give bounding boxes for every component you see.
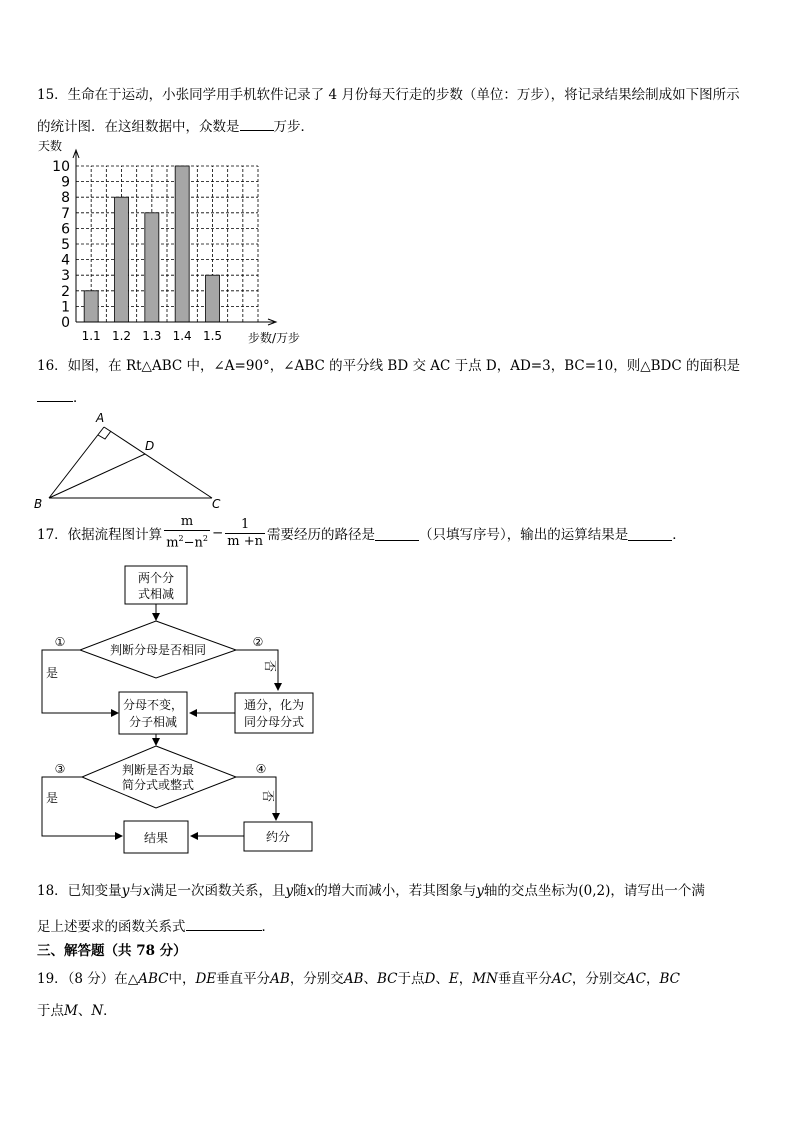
x-tick-label: 1.4	[172, 329, 192, 343]
q15-line2	[37, 115, 314, 135]
q18-d: 随	[293, 883, 307, 899]
decision1-text: 判断分母是否相同	[109, 643, 207, 657]
answer-blank-path[interactable]	[375, 526, 419, 541]
tri-abc: △ABC	[127, 971, 169, 987]
x-tick-label: 1.5	[202, 329, 223, 343]
x-tick-label: 1.3	[142, 329, 162, 343]
frac1-den-n: −n	[183, 535, 203, 551]
bar-1.5	[206, 275, 220, 322]
var-x: x	[142, 883, 151, 899]
frac1-num: m	[180, 514, 194, 530]
var-y-2: y	[285, 883, 294, 899]
x-tick-label: 1.1	[81, 329, 101, 343]
yes-2: 是	[45, 791, 59, 805]
q15-line1: 15．生命在于运动，小张同学用手机软件记录了 4 月份每天行走的步数（单位：万步），将记录结果绘制成如下图所示	[37, 87, 740, 103]
answer-blank[interactable]	[37, 387, 73, 402]
y-tick-label: 4	[61, 252, 70, 269]
q19-sep3: ，	[646, 971, 660, 987]
q18-e: 的增大而减小，若其图象与	[314, 883, 477, 899]
q19-end: ．	[103, 1003, 117, 1019]
q19-g: 垂直平分	[497, 971, 552, 987]
seg-mn: MN	[472, 971, 498, 987]
bar-1.1	[84, 291, 98, 322]
q18-a: 18．已知变量	[37, 883, 122, 899]
pt-n: N	[91, 1003, 104, 1019]
q19-d: ，分别交	[289, 971, 344, 987]
same-denom-2: 分子相减	[128, 715, 178, 729]
y-tick-label: 10	[52, 159, 70, 175]
y-tick-label: 1	[61, 299, 70, 316]
q15-line2-text: 的统计图．在这组数据中，众数是	[37, 119, 240, 135]
fraction-2	[225, 517, 265, 550]
frac2-den: m +n	[227, 533, 264, 549]
chart-grid	[76, 166, 258, 322]
bar-chart	[30, 136, 320, 348]
bar-1.2	[115, 197, 129, 322]
q19-line2-a: 于点	[37, 1003, 64, 1019]
seg-ab: AB	[270, 971, 290, 987]
q17-line	[37, 513, 686, 553]
q18-line1	[37, 879, 705, 899]
path-4: ④	[255, 762, 267, 776]
same-denom-1: 分母不变，	[122, 698, 184, 712]
triangle-figure	[32, 408, 232, 512]
var-y: y	[121, 883, 130, 899]
q19-f: ，	[458, 971, 473, 987]
no-1: 否	[263, 659, 277, 673]
point-coords: (0,2)	[578, 883, 611, 899]
y-tick-label: 9	[61, 174, 70, 191]
q19-a: 19．（8 分）在	[37, 971, 128, 987]
answer-blank[interactable]	[240, 116, 274, 131]
decision2-text-1: 判断是否为最	[121, 763, 195, 777]
y-tick-label: 5	[61, 237, 70, 253]
x-axis-label: 步数/万步	[248, 331, 301, 345]
y-tick-label: 6	[61, 221, 70, 238]
y-tick-labels	[52, 159, 70, 331]
q17-mid: 需要经历的路径是	[267, 527, 376, 543]
start-text-2: 式相减	[137, 587, 175, 601]
answer-blank[interactable]	[186, 916, 262, 931]
q18-b: 与	[129, 883, 143, 899]
q18-f: 轴的交点坐标为	[483, 883, 579, 899]
q15-line2-end: 万步．	[273, 119, 314, 135]
x-tick-labels	[82, 329, 222, 343]
path-2: ②	[252, 635, 264, 649]
q19-sep2: 、	[435, 971, 449, 987]
label-c: C	[212, 497, 221, 511]
flowchart	[30, 560, 330, 860]
q19-line1	[37, 967, 680, 987]
q16-line2	[37, 386, 87, 406]
decision2-text-2: 简分式或整式	[121, 778, 195, 792]
x-tick-label: 1.2	[111, 329, 132, 343]
no-2: 否	[261, 789, 275, 803]
path-3: ③	[54, 762, 66, 776]
q18-line2	[37, 915, 275, 935]
answer-blank-result[interactable]	[628, 526, 672, 541]
fraction-1	[164, 514, 210, 551]
yes-1: 是	[45, 666, 59, 680]
pt-m: M	[64, 1003, 78, 1019]
reduce-text: 约分	[265, 830, 291, 844]
label-b: B	[34, 497, 43, 511]
y-tick-label: 2	[61, 283, 70, 300]
q17-mid2: （只填写序号），输出的运算结果是	[419, 527, 629, 543]
q17-end: ．	[672, 527, 686, 543]
result-text: 结果	[143, 831, 169, 845]
start-text-1: 两个分	[137, 571, 175, 585]
q19-b: 中，	[168, 971, 196, 987]
common-denom-1: 通分，化为	[243, 698, 305, 712]
q19-c: 垂直平分	[216, 971, 271, 987]
y-tick-label: 8	[61, 190, 70, 207]
y-tick-label: 7	[61, 205, 70, 222]
common-denom-2: 同分母分式	[243, 715, 305, 729]
label-a: A	[96, 411, 105, 425]
seg-ac-2: AC	[625, 971, 647, 987]
q18-line2-text: 足上述要求的函数关系式	[37, 919, 186, 935]
minus-sign: −	[211, 525, 224, 541]
seg-bc: BC	[376, 971, 398, 987]
q19-line2	[37, 999, 117, 1019]
label-d: D	[145, 439, 155, 453]
var-x-2: x	[306, 883, 315, 899]
seg-ab-2: AB	[343, 971, 364, 987]
q19-sep1: 、	[363, 971, 377, 987]
q18-c: 满足一次函数关系，且	[150, 883, 286, 899]
q16-line2-end: ．	[73, 390, 87, 406]
section-3-title: 三、解答题（共 78 分）	[37, 943, 187, 959]
bar-1.3	[145, 213, 159, 322]
q19-sep4: 、	[77, 1003, 92, 1019]
q18-g: ，请写出一个满	[610, 883, 705, 899]
chart-axes	[73, 150, 276, 325]
seg-bc-2: BC	[659, 971, 681, 987]
var-y-3: y	[476, 883, 484, 899]
frac1-den: $m^2-n^2$	[164, 530, 210, 551]
y-tick-label: 3	[61, 268, 70, 285]
seg-ac: AC	[551, 971, 572, 987]
y-axis-label: 天数	[38, 139, 63, 153]
q16-line1: 16．如图，在 Rt△ABC 中，∠A=90°，∠ABC 的平分线 BD 交 AC 于点 D，AD=3，BC=10，则△BDC 的面积是	[37, 358, 740, 374]
q19-e: 于点	[397, 971, 425, 987]
frac1-den-m: m	[166, 535, 179, 551]
q17-pre: 17．依据流程图计算	[37, 527, 163, 543]
bar-1.4	[175, 166, 189, 322]
y-tick-label: 0	[61, 315, 70, 331]
seg-de: DE	[195, 971, 217, 987]
pt-d: D	[424, 971, 436, 987]
pt-e: E	[448, 971, 459, 987]
frac2-num: 1	[241, 516, 250, 532]
q18-line2-end: ．	[261, 919, 275, 935]
q19-h: ，分别交	[571, 971, 626, 987]
path-1: ①	[54, 635, 66, 649]
